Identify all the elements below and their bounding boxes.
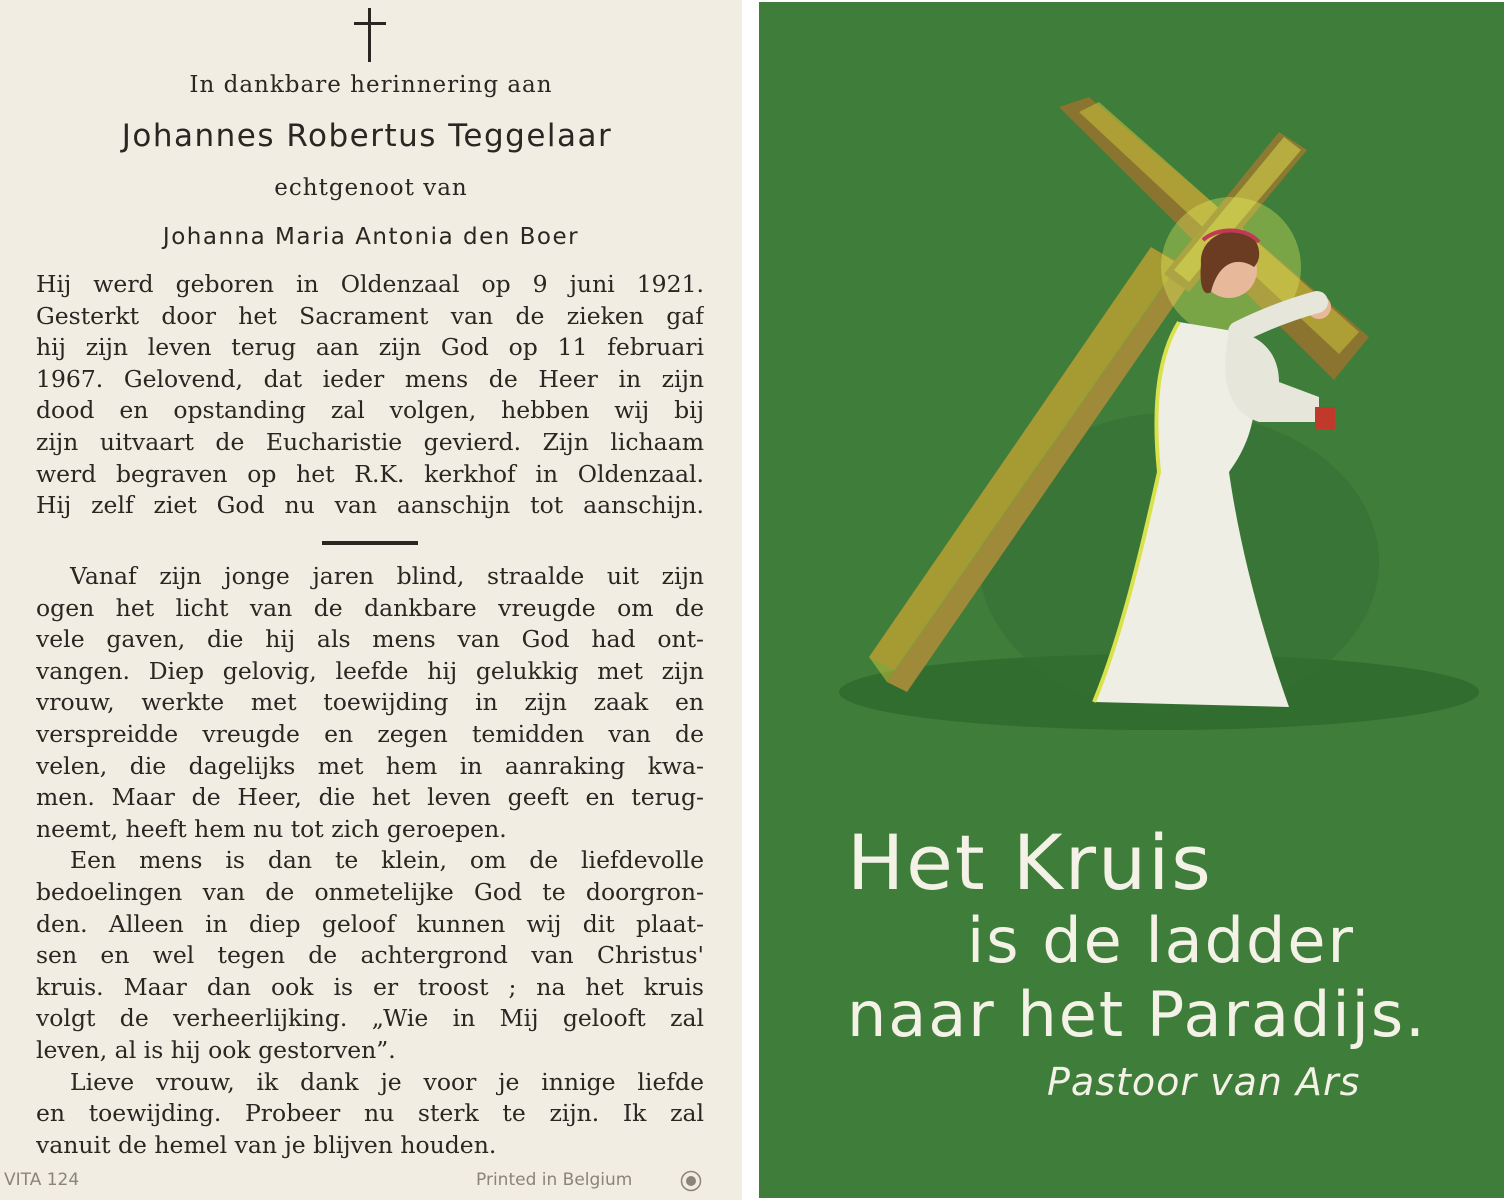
text-line: bedoelingen van de onmetelijke God te doorgron- [36,877,704,906]
text-line: men. Maar de Heer, die het leven geeft en terug- [36,783,704,812]
text-line: Een mens is dan te klein, om de liefdevolle [70,846,704,875]
text-line: Gesterkt door het Sacrament van de zieken gaf [36,301,704,330]
text-line: Vanaf zijn jonge jaren blind, straalde uit zijn [70,562,704,590]
text-line: vangen. Diep gelovig, leefde hij gelukkig met zijn [36,656,704,685]
biography-paragraph [36,269,704,522]
printed-in-note: Printed in Belgium [476,1170,633,1190]
text-line: Hij zelf ziet God nu van aanschijn tot aanschijn. [36,491,704,520]
text-line: neemt, heeft hem nu tot zich geroepen. [36,814,507,843]
text-line: vanuit de hemel van je blijven houden. [36,1130,497,1159]
text-line: den. Alleen in diep geloof kunnen wij dit plaat- [36,909,704,938]
text-line: 1967. Gelovend, dat ieder mens de Heer in zijn [36,364,704,393]
quote-line-2: is de ladder [967,904,1356,977]
quote-attribution: Pastoor van Ars [1047,1060,1361,1104]
deceased-name: Johannes Robertus Teggelaar [121,118,613,154]
text-line: hij zijn leven terug aan zijn God op 11 februari [36,333,704,362]
text-line: leven, al is hij ook gestorven”. [36,1035,396,1064]
reflection-paragraph [36,561,704,1161]
intro-text: In dankbare herinnering aan [189,72,553,98]
text-line: Hij werd geboren in Oldenzaal op 9 juni 1921. [36,270,704,298]
text-line: en toewijding. Probeer nu sterk te zijn. Ik zal [36,1099,704,1128]
memorial-card-image-side [759,2,1504,1198]
spouse-name: Johanna Maria Antonia den Boer [162,224,580,250]
text-line: Lieve vrouw, ik dank je voor je innige liefde [70,1067,704,1096]
text-line: verspreidde vreugde en zegen temidden van de [36,719,704,748]
text-line: volgt de verheerlijking. „Wie in Mij gelooft zal [36,1004,704,1033]
publisher-logo-icon [680,1170,702,1192]
text-line: vrouw, werkte met toewijding in zijn zaak en [36,688,704,717]
text-line: werd begraven op het R.K. kerkhof in Oldenzaal. [36,459,704,488]
text-line: vele gaven, die hij als mens van God had ont- [36,625,704,654]
text-line: velen, die dagelijks met hem in aanraking kwa- [36,751,704,780]
spouse-of-text: echtgenoot van [274,175,468,201]
christ-carrying-cross-illustration [759,2,1504,762]
text-line: sen en wel tegen de achtergrond van Christus' [36,941,704,970]
text-line: ogen het licht van de dankbare vreugde om de [36,593,704,622]
divider [322,541,418,545]
text-line: zijn uitvaart de Eucharistie gevierd. Zijn lichaam [36,427,704,456]
quote-line-3: naar het Paradijs. [847,978,1427,1051]
text-line: dood en opstanding zal volgen, hebben wij bij [36,396,704,425]
cross-icon [350,6,390,64]
text-line: kruis. Maar dan ook is er troost ; na het kruis [36,972,704,1001]
card-code: VITA 124 [4,1170,80,1190]
quote-line-1: Het Kruis [847,818,1213,907]
memorial-card-text-side [0,0,742,1200]
